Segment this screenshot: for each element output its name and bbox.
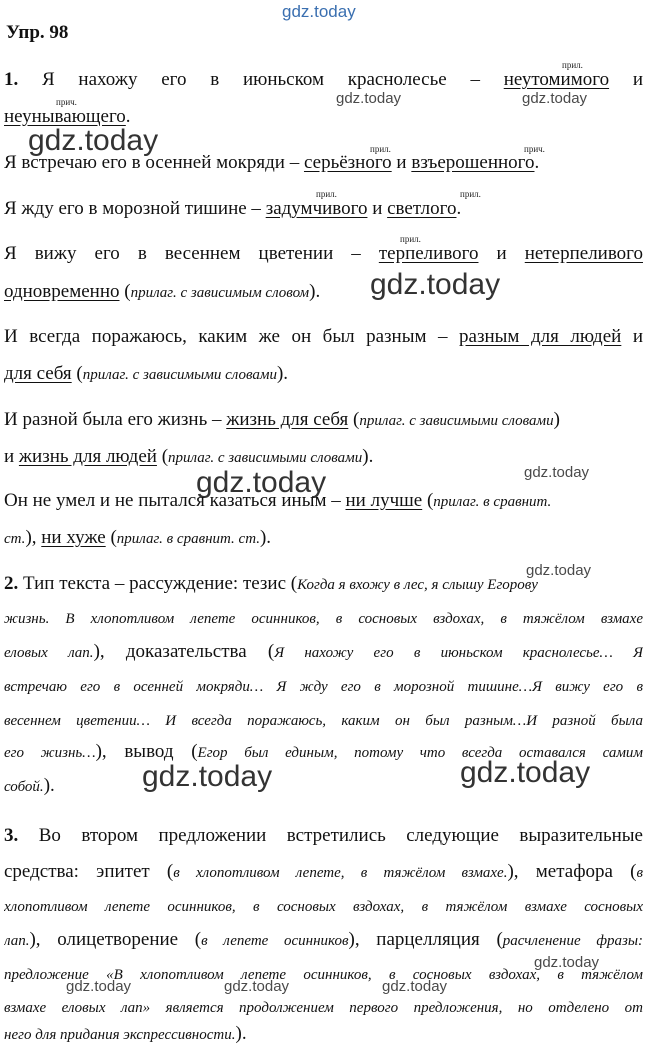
text: ), доказательства ( xyxy=(93,641,275,662)
watermark: gdz.today xyxy=(370,268,501,301)
watermark: gdz.today xyxy=(282,2,356,21)
text: Я встречаю его в осенней мокряди – xyxy=(4,152,304,173)
text: Я вижу его в весеннем цветении – xyxy=(4,243,379,264)
text-line xyxy=(4,362,643,387)
watermark: gdz.today xyxy=(196,466,327,499)
text: И разной была его жизнь – xyxy=(4,409,227,430)
tag-adj: прил. xyxy=(460,189,481,199)
underlined-word: для себя xyxy=(4,363,72,384)
item-number: 3. xyxy=(4,825,19,846)
watermark: gdz.today xyxy=(142,760,273,793)
text: и xyxy=(391,152,412,173)
text: Я нахожу его в июньском краснолесье – xyxy=(18,69,504,90)
text-line xyxy=(4,105,643,129)
text: ( xyxy=(422,490,434,511)
quote: лап. xyxy=(4,933,30,949)
text: . xyxy=(125,106,131,127)
watermark: gdz.today xyxy=(526,562,592,579)
text: Тип текста – рассуждение: тезис ( xyxy=(18,573,298,594)
underlined-word: задумчивого xyxy=(265,198,368,219)
text-line xyxy=(4,860,643,885)
underlined-word: ни лучше xyxy=(345,490,423,511)
note: прилаг. с зависимыми словами xyxy=(359,413,554,429)
text-line xyxy=(4,674,643,699)
text-line xyxy=(4,151,643,175)
underlined-word: жизнь для себя xyxy=(226,409,349,430)
underlined-word: нетерпеливого xyxy=(524,243,643,264)
watermark: gdz.today xyxy=(66,978,132,995)
text-line xyxy=(4,824,643,848)
note: ст. xyxy=(4,531,26,547)
underlined-word: неутомимого xyxy=(503,69,610,90)
text: . xyxy=(456,198,462,219)
note: прилаг. с зависимыми словами xyxy=(82,367,277,383)
text: ( xyxy=(71,363,83,384)
item-number: 1. xyxy=(4,69,19,90)
text: Я жду его в морозной тишине – xyxy=(4,198,266,219)
underlined-word: взъерошенного xyxy=(411,152,535,173)
text: ( xyxy=(119,281,131,302)
text: и xyxy=(621,326,643,347)
tag-part: прич. xyxy=(56,97,77,107)
quote: его жизнь… xyxy=(4,745,96,761)
watermark: gdz.today xyxy=(534,954,600,971)
tag-adj: прил. xyxy=(562,60,583,70)
note: прилаг. с зависимым словом xyxy=(130,285,310,301)
underlined-word: светлого xyxy=(387,198,457,219)
quote: весеннем цветении… И всегда поражаюсь, каким он был разным…И разной была xyxy=(4,713,643,729)
underlined-word: разным для людей xyxy=(459,326,622,347)
quote: в хлопотливом лепете, в тяжёлом взмахе. xyxy=(173,865,508,881)
watermark: gdz.today xyxy=(224,978,290,995)
underlined-word: жизнь для людей xyxy=(18,446,157,467)
page-title: Упр. 98 xyxy=(6,22,69,43)
quote: расчленение фразы: xyxy=(502,933,643,949)
underlined-word: серьёзного xyxy=(303,152,392,173)
text: ) xyxy=(553,409,560,430)
quote: собой. xyxy=(4,779,44,795)
watermark: gdz.today xyxy=(524,464,590,481)
note: прилаг. в сравнит. ст. xyxy=(116,531,260,547)
tag-part: прич. xyxy=(524,144,545,154)
text: и xyxy=(478,243,525,264)
underlined-word: одновременно xyxy=(4,281,120,302)
text: ), xyxy=(25,527,42,548)
text: И всегда поражаюсь, каким же он был разным – xyxy=(4,326,460,347)
quote: него для придания экспрессивности. xyxy=(4,1027,236,1043)
text: Он не умел и не пытался казаться иным – xyxy=(4,490,346,511)
text: ). xyxy=(259,527,272,548)
text-line xyxy=(4,995,643,1020)
quote: Я нахожу его в июньском краснолесье… Я xyxy=(274,645,643,661)
text: . xyxy=(534,152,540,173)
text-line xyxy=(4,408,643,433)
quote: в xyxy=(636,865,643,881)
note: прилаг. с зависимыми словами xyxy=(168,450,363,466)
text: ). xyxy=(43,775,55,796)
text-line xyxy=(4,445,643,470)
quote: предложение «В хлопотливом лепете осинников, в сосновых вздохах, в тяжёлом xyxy=(4,967,643,983)
text: ), метафора ( xyxy=(507,861,637,882)
text-line xyxy=(4,1022,643,1047)
text: ). xyxy=(309,281,321,302)
text-line xyxy=(4,740,643,765)
text: ), олицетворение ( xyxy=(29,929,202,950)
text-line xyxy=(4,242,643,266)
tag-adj: прил. xyxy=(370,144,391,154)
text: ), парцелляция ( xyxy=(348,929,503,950)
text: и xyxy=(367,198,388,219)
text: ( xyxy=(105,527,117,548)
tag-adj: прил. xyxy=(316,189,337,199)
quote: жизнь. В хлопотливом лепете осинников, в сосновых вздохах, в тяжёлом взмахе xyxy=(4,611,643,627)
quote: хлопотливом лепете осинников, в сосновых вздохах, в тяжёлом взмахе сосновых xyxy=(4,899,643,915)
text-line xyxy=(4,526,643,551)
quote: еловых лап. xyxy=(4,645,94,661)
quote: взмахе еловых лап» является продолжением первого предложения, но отделено от xyxy=(4,1000,643,1016)
text: ( xyxy=(348,409,360,430)
underlined-word: ни хуже xyxy=(41,527,106,548)
quote: Егор был единым, потому что всегда оставался самим xyxy=(197,745,643,761)
text-line xyxy=(4,962,643,987)
quote: встречаю его в осенней мокряди… Я жду его в морозной тишине…Я вижу его в xyxy=(4,679,643,695)
text: ), вывод ( xyxy=(95,741,198,762)
quote: в лепете осинников xyxy=(201,933,349,949)
text-line xyxy=(4,325,643,349)
text-line xyxy=(4,197,643,221)
item-number: 2. xyxy=(4,573,19,594)
text: Во втором предложении встретились следующие выразительные xyxy=(18,825,643,846)
text-line xyxy=(4,572,643,597)
text: ( xyxy=(156,446,169,467)
underlined-word: терпеливого xyxy=(378,243,479,264)
text-line xyxy=(4,640,643,665)
watermark: gdz.today xyxy=(336,90,402,107)
text-line xyxy=(4,489,643,514)
text-line xyxy=(4,606,643,631)
tag-adj: прил. xyxy=(400,234,421,244)
text-line xyxy=(4,68,643,92)
watermark: gdz.today xyxy=(460,756,591,789)
watermark: gdz.today xyxy=(522,90,588,107)
watermark: gdz.today xyxy=(382,978,448,995)
note: прилаг. в сравнит. xyxy=(433,494,552,510)
text-line xyxy=(4,774,643,799)
text-line xyxy=(4,928,643,953)
quote: Когда я вхожу в лес, я слышу Егорову xyxy=(297,577,538,593)
text: и xyxy=(609,69,643,90)
text-line xyxy=(4,280,643,305)
text: ). xyxy=(235,1023,247,1044)
watermark: gdz.today xyxy=(28,124,159,157)
text: ). xyxy=(362,446,374,467)
text: и xyxy=(4,446,19,467)
text-line xyxy=(4,894,643,919)
text: ). xyxy=(276,363,289,384)
underlined-word: неунывающего xyxy=(4,106,126,127)
text: средства: эпитет ( xyxy=(4,861,174,882)
text-line xyxy=(4,708,643,733)
